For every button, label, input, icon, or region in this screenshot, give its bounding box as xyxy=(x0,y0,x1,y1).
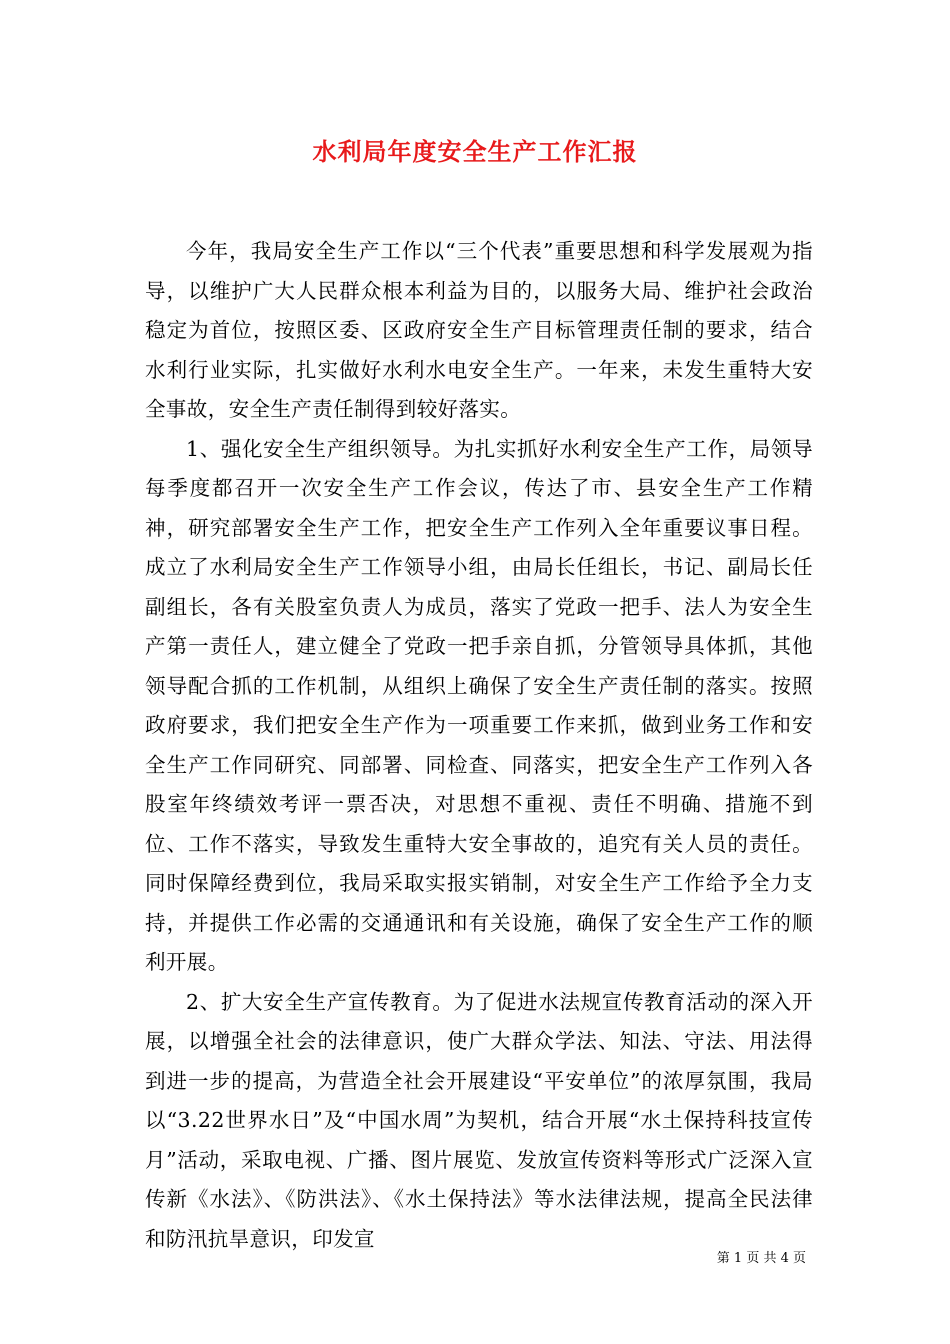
page-title: 水利局年度安全生产工作汇报 xyxy=(312,137,638,166)
page-number: 第 1 页 共 4 页 xyxy=(716,1251,806,1266)
paragraph-section-1: 1、强化安全生产组织领导。为扎实抓好水利安全生产工作，局领导每季度都召开一次安全生产工作会议，传达了市、县安全生产工作精神，研究部署安全生产工作，把安全生产工作列入全年重要议事日程。成立了水利局安全生产工作领导小组，由局长任组长，书记、副局长任副组长，各有关股室负责人为成员，落实了党政一把手、法人为安全生产第一责任人，建立健全了党政一把手亲自抓，分管领导具体抓，其他领导配合抓的工作机制，从组织上确保了安全生产责任制的落实。按照政府要求，我们把安全生产作为一项重要工作来抓，做到业务工作和安全生产工作同研究、同部署、同检查、同落实，把安全生产工作列入各股室年终绩效考评一票否决，对思想不重视、责任不明确、措施不到位、工作不落实，导致发生重特大安全事故的，追究有关人员的责任。同时保障经费到位，我局采取实报实销制，对安全生产工作给予全力支持，并提供工作必需的交通通讯和有关设施，确保了安全生产工作的顺利开展。 xyxy=(145,436,813,974)
document-body xyxy=(145,232,813,1259)
paragraph-intro: 今年，我局安全生产工作以“三个代表”重要思想和科学发展观为指导，以维护广大人民群众根本利益为目的，以服务大局、维护社会政治稳定为首位，按照区委、区政府安全生产目标管理责任制的要求，结合水利行业实际，扎实做好水利水电安全生产。一年来，未发生重特大安全事故，安全生产责任制得到较好落实。 xyxy=(145,239,813,421)
paragraph-section-2: 2、扩大安全生产宣传教育。为了促进水法规宣传教育活动的深入开展，以增强全社会的法律意识，使广大群众学法、知法、守法、用法得到进一步的提高，为营造全社会开展建设“平安单位”的浓厚氛围，我局以“3.22世界水日”及“中国水周”为契机，结合开展“水土保持科技宣传月”活动，采取电视、广播、图片展览、发放宣传资料等形式广泛深入宣传新《水法》、《防洪法》、《水土保持法》等水法律法规，提高全民法律和防汛抗旱意识，印发宣 xyxy=(145,989,813,1251)
